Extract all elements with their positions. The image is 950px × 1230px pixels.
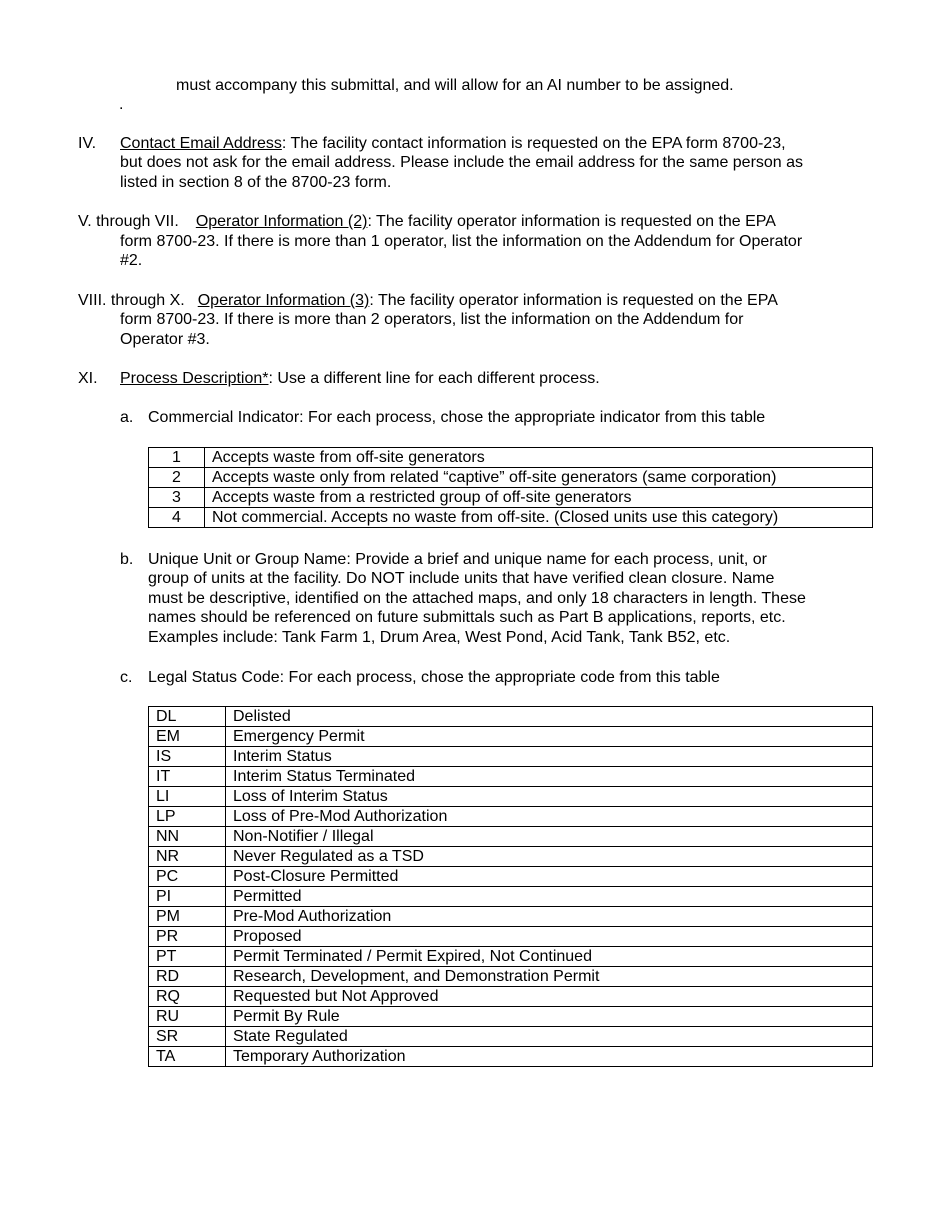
legal-code: SR — [149, 1027, 226, 1047]
legal-description: Loss of Pre-Mod Authorization — [226, 807, 873, 827]
table-row — [149, 448, 873, 468]
section-viii-line-1 — [78, 291, 778, 311]
legal-code: DL — [149, 707, 226, 727]
table-row — [149, 767, 873, 787]
legal-description: Emergency Permit — [226, 727, 873, 747]
section-v-line-1 — [78, 212, 776, 232]
item-b-line-5: Examples include: Tank Farm 1, Drum Area, West Pond, Acid Tank, Tank B52, etc. — [148, 629, 731, 646]
section-iv-text-1: : The facility contact information is requested on the EPA form 8700-23, — [281, 135, 786, 152]
table-row — [149, 707, 873, 727]
table-row — [149, 867, 873, 887]
legal-code: TA — [149, 1047, 226, 1067]
legal-description: Loss of Interim Status — [226, 787, 873, 807]
section-v-title: Operator Information (2) — [195, 213, 368, 230]
item-b-line-2: group of units at the facility. Do NOT include units that have verified clean closure. Name — [148, 570, 775, 587]
legal-description: State Regulated — [226, 1027, 873, 1047]
legal-description: Delisted — [226, 707, 873, 727]
section-xi-title: Process Description* — [120, 370, 269, 387]
table-row — [149, 947, 873, 967]
table-row — [149, 727, 873, 747]
item-b-line-3: must be descriptive, identified on the attached maps, and only 18 characters in length. These — [148, 590, 806, 607]
commercial-code: 2 — [149, 468, 205, 488]
section-viii-line-3: Operator #3. — [120, 331, 210, 348]
legal-code: PM — [149, 907, 226, 927]
section-iv-number: IV. — [78, 135, 97, 152]
section-xi-text-1: : Use a different line for each different process. — [268, 370, 600, 387]
table-row — [149, 1047, 873, 1067]
commercial-code: 4 — [149, 508, 205, 528]
table-row — [149, 807, 873, 827]
item-b-line-1: Unique Unit or Group Name: Provide a brief and unique name for each process, unit, or — [148, 551, 767, 568]
table-row — [149, 907, 873, 927]
table-row — [149, 1007, 873, 1027]
table-row — [149, 847, 873, 867]
commercial-indicator-table — [148, 447, 873, 528]
table-row — [149, 827, 873, 847]
item-c-text: Legal Status Code: For each process, chose the appropriate code from this table — [148, 669, 720, 686]
legal-code: NR — [149, 847, 226, 867]
table-row — [149, 468, 873, 488]
legal-description: Permit By Rule — [226, 1007, 873, 1027]
legal-description: Permitted — [226, 887, 873, 907]
legal-description: Proposed — [226, 927, 873, 947]
section-v-line-2: form 8700-23. If there is more than 1 operator, list the information on the Addendum for Operator — [120, 233, 803, 250]
legal-description: Research, Development, and Demonstration Permit — [226, 967, 873, 987]
commercial-description: Accepts waste only from related “captive” off-site generators (same corporation) — [205, 468, 873, 488]
legal-description: Permit Terminated / Permit Expired, Not Continued — [226, 947, 873, 967]
section-viii-line-2: form 8700-23. If there is more than 2 operators, list the information on the Addendum for — [120, 311, 744, 328]
intro-line: must accompany this submittal, and will allow for an AI number to be assigned. — [176, 77, 734, 94]
legal-code: PI — [149, 887, 226, 907]
section-iv-line-1 — [120, 134, 786, 154]
legal-code: NN — [149, 827, 226, 847]
legal-description: Post-Closure Permitted — [226, 867, 873, 887]
commercial-description: Accepts waste from off-site generators — [205, 448, 873, 468]
section-v-line-3: #2. — [120, 252, 143, 269]
item-b-line-4: names should be referenced on future submittals such as Part B applications, reports, etc. — [148, 609, 786, 626]
section-iv-line-3: listed in section 8 of the 8700-23 form. — [120, 174, 392, 191]
legal-code: LI — [149, 787, 226, 807]
legal-code: IS — [149, 747, 226, 767]
legal-description: Requested but Not Approved — [226, 987, 873, 1007]
legal-code: IT — [149, 767, 226, 787]
section-viii-text-1: : The facility operator information is requested on the EPA — [369, 292, 778, 309]
legal-code: RQ — [149, 987, 226, 1007]
legal-code: EM — [149, 727, 226, 747]
legal-code: RU — [149, 1007, 226, 1027]
table-row — [149, 887, 873, 907]
intro-dot: . — [119, 96, 124, 113]
section-viii-number: VIII. through X. — [78, 292, 185, 309]
section-viii-title: Operator Information (3) — [197, 292, 370, 309]
table-row — [149, 967, 873, 987]
section-iv-title: Contact Email Address — [120, 135, 282, 152]
legal-description: Non-Notifier / Illegal — [226, 827, 873, 847]
item-a-text: Commercial Indicator: For each process, chose the appropriate indicator from this table — [148, 409, 766, 426]
section-iv-line-2: but does not ask for the email address. Please include the email address for the same person as — [120, 154, 804, 171]
section-v-number: V. through VII. — [78, 213, 179, 230]
legal-status-code-table — [148, 706, 873, 1067]
commercial-description: Not commercial. Accepts no waste from off-site. (Closed units use this category) — [205, 508, 873, 528]
table-row — [149, 787, 873, 807]
legal-description: Temporary Authorization — [226, 1047, 873, 1067]
item-b-letter: b. — [120, 551, 134, 568]
legal-code: PR — [149, 927, 226, 947]
table-row — [149, 508, 873, 528]
item-a-letter: a. — [120, 409, 134, 426]
section-xi-line-1 — [120, 369, 600, 389]
legal-description: Interim Status — [226, 747, 873, 767]
table-row — [149, 488, 873, 508]
item-c-letter: c. — [120, 669, 133, 686]
legal-code: PT — [149, 947, 226, 967]
legal-description: Pre-Mod Authorization — [226, 907, 873, 927]
legal-description: Never Regulated as a TSD — [226, 847, 873, 867]
table-row — [149, 747, 873, 767]
legal-code: RD — [149, 967, 226, 987]
table-row — [149, 927, 873, 947]
legal-code: PC — [149, 867, 226, 887]
commercial-code: 3 — [149, 488, 205, 508]
legal-code: LP — [149, 807, 226, 827]
commercial-description: Accepts waste from a restricted group of off-site generators — [205, 488, 873, 508]
section-xi-number: XI. — [78, 370, 98, 387]
legal-description: Interim Status Terminated — [226, 767, 873, 787]
table-row — [149, 987, 873, 1007]
table-row — [149, 1027, 873, 1047]
section-v-text-1: : The facility operator information is requested on the EPA — [367, 213, 776, 230]
commercial-code: 1 — [149, 448, 205, 468]
